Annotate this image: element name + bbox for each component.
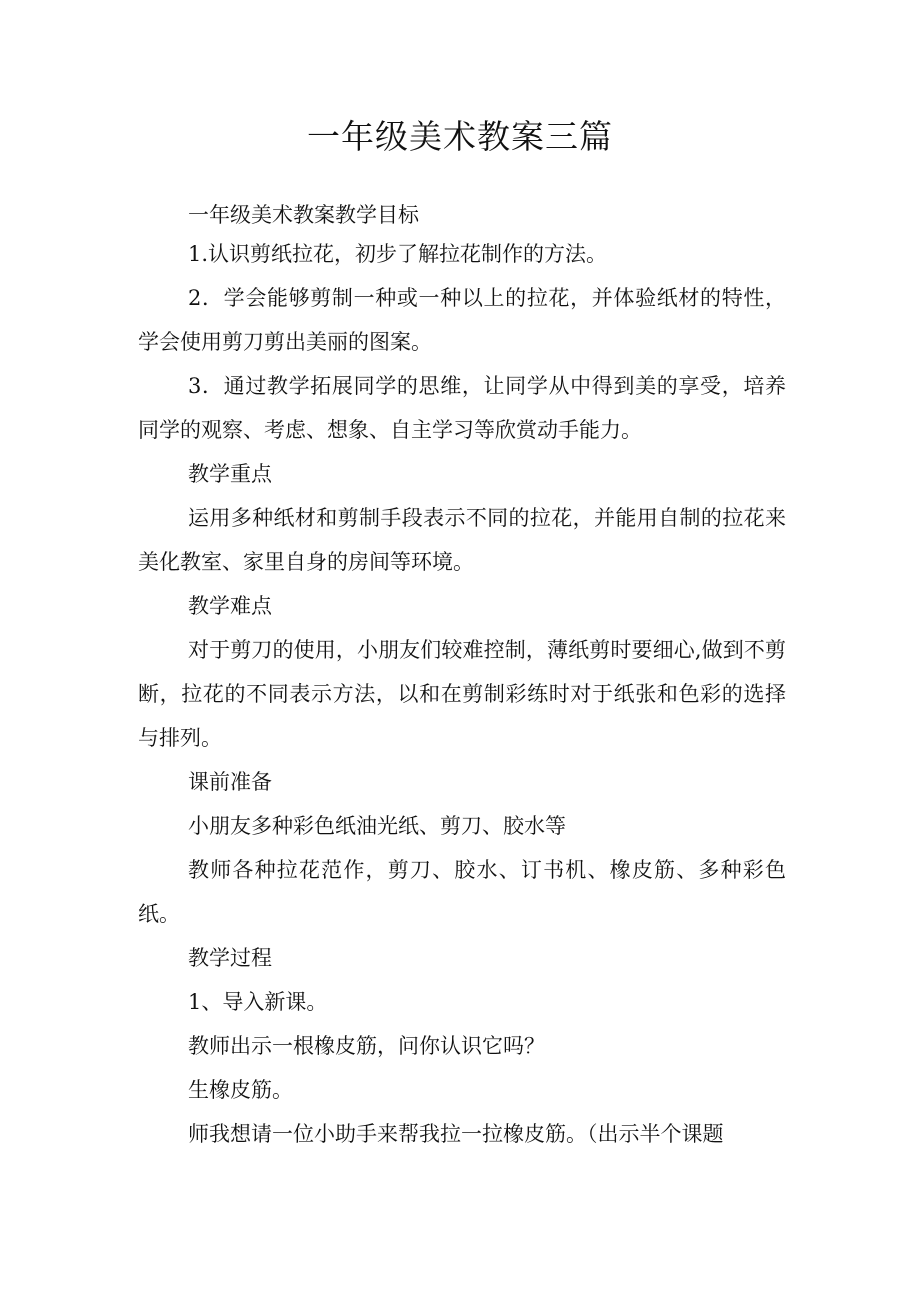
objective-1: 1.认识剪纸拉花，初步了解拉花制作的方法。 bbox=[188, 242, 608, 266]
section-heading-difficulties: 教学难点 bbox=[188, 594, 272, 618]
teacher-line-2: 师我想请一位小助手来帮我拉一拉橡皮筋。（出示半个课题 bbox=[188, 1122, 724, 1146]
section-heading-process: 教学过程 bbox=[188, 946, 272, 970]
objective-3: 3．通过教学拓展同学的思维，让同学从中得到美的享受，培养同学的观察、考虑、想象、自主学习等欣赏动手能力。 bbox=[138, 374, 786, 442]
process-step-1: 1、导入新课。 bbox=[188, 990, 328, 1014]
document-body bbox=[138, 198, 786, 1156]
teacher-line-1: 教师出示一根橡皮筋，问你认识它吗？ bbox=[188, 1034, 545, 1058]
section-heading-objectives: 一年级美术教案教学目标 bbox=[188, 203, 419, 227]
student-line-1: 生橡皮筋。 bbox=[188, 1078, 293, 1102]
document-title: 一年级美术教案三篇 bbox=[307, 117, 613, 156]
student-preparation-text: 小朋友多种彩色纸油光纸、剪刀、胶水等 bbox=[188, 814, 566, 838]
key-points-text: 运用多种纸材和剪制手段表示不同的拉花，并能用自制的拉花来美化教室、家里自身的房间等环境。 bbox=[138, 506, 786, 574]
section-heading-key-points: 教学重点 bbox=[188, 462, 272, 486]
objective-2: 2．学会能够剪制一种或一种以上的拉花，并体验纸材的特性，学会使用剪刀剪出美丽的图案。 bbox=[138, 286, 786, 354]
difficulties-text: 对于剪刀的使用，小朋友们较难控制，薄纸剪时要细心,做到不剪断，拉花的不同表示方法，以和在剪制彩练时对于纸张和色彩的选择与排列。 bbox=[138, 638, 786, 750]
section-heading-preparation: 课前准备 bbox=[188, 770, 272, 794]
teacher-preparation-text: 教师各种拉花范作，剪刀、胶水、订书机、橡皮筋、多种彩色纸。 bbox=[138, 858, 786, 926]
